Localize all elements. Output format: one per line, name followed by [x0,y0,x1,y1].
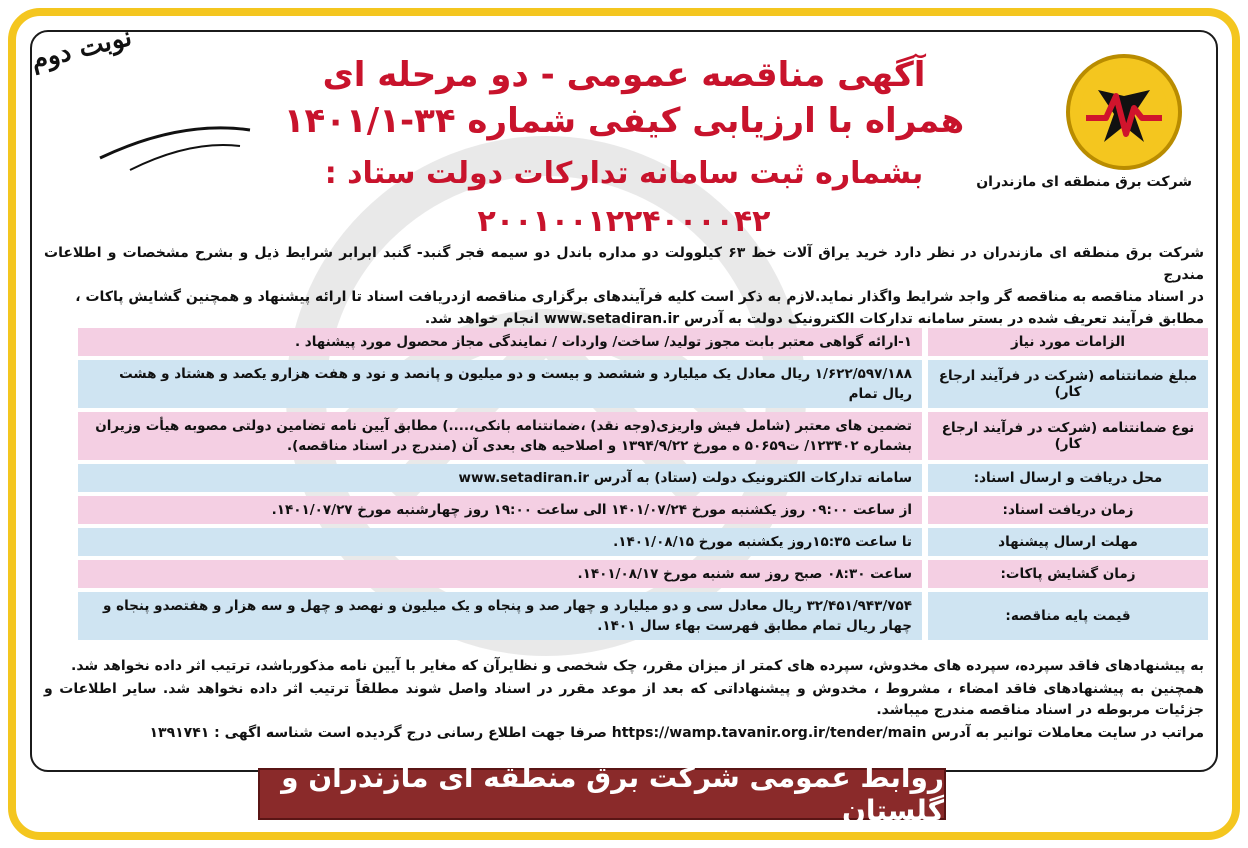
row-label: قیمت پایه مناقصه: [922,592,1208,640]
note-line: مراتب در سایت معاملات توانیر به آدرس https://wamp.tavanir.org.ir/tender/main صرفا جهت اطلاع رسانی درج گردیده است شناسه اگهی : ۱۳۹۱۷۴۱ [149,725,1204,741]
title-block [276,52,972,246]
intro-paragraph [44,242,1204,330]
row-value: ساعت ۰۸:۳۰ صبح روز سه شنبه مورخ ۱۴۰۱/۰۸/۱۷. [78,560,922,588]
row-label: زمان گشایش پاکات: [922,560,1208,588]
title-line-2: همراه با ارزیابی کیفی شماره ۳۴-۱۴۰۱/۱ [283,101,965,141]
company-logo-icon [1064,52,1184,172]
intro-line: در اسناد مناقصه به مناقصه گر واجد شرایط واگذار نماید.لازم به ذکر است کلیه فرآیندهای برگزاری مناقصه ازدریافت اسناد تا ارائه پیشنهاد و همچنین گشایش پاکات ، [75,289,1204,305]
row-label: محل دریافت و ارسال اسناد: [922,464,1208,492]
table-row [78,592,1208,640]
row-value: ۳۲/۴۵۱/۹۴۳/۷۵۴ ریال معادل سی و دو میلیارد و چهار صد و پنجاه و یک میلیون و نهصد و چهل و سه هزار و هفتصدو پنجاه و چهار ریال تمام مطابق فهرست بهاء سال ۱۴۰۱. [78,592,922,640]
intro-line: شرکت برق منطقه ای مازندران در نظر دارد خرید یراق آلات خط ۶۳ کیلوولت دو مداره باندل دو سیمه فجر گنبد- گنبد ابرابر شرایط ذیل و بشرح مشخصات و اطلاعات مندرج [44,245,1205,283]
stamp-underline [90,80,260,180]
intro-line: مطابق فرآیند تعریف شده در بستر سامانه تدارکات الکترونیک دولت به آدرس www.setadiran.ir انجام خواهد شد. [424,311,1204,327]
company-name: شرکت برق منطقه ای مازندران [976,174,1192,190]
row-value: تا ساعت ۱۵:۳۵روز یکشنبه مورخ ۱۴۰۱/۰۸/۱۵. [78,528,922,556]
stamp-text: نوبت دوم [27,22,135,76]
row-value: ۱/۶۲۲/۵۹۷/۱۸۸ ریال معادل یک میلیارد و ششصد و بیست و دو میلیون و پانصد و نود و هفت هزارو یکصد و هشتاد و هشت ریال تمام [78,360,922,408]
note-line: همچنین به پیشنهادهای فاقد امضاء ، مشروط ، مخدوش و پیشنهاداتی که بعد از موعد مقرر در اسناد واصل شوند مطلقاً ترتیب اثر داده نخواهد شد. سایر اطلاعات و جزئیات مربوطه در اسناد مناقصه مندرج میباشد. [44,681,1204,718]
row-label: زمان دریافت اسناد: [922,496,1208,524]
row-label: مهلت ارسال پیشنهاد [922,528,1208,556]
table-row [78,328,1208,356]
table-row [78,360,1208,408]
footer-notes [44,656,1204,746]
requirements-table [78,324,1208,644]
title-line-3: بشماره ثبت سامانه تدارکات دولت ستاد : ۲۰۰۱۰۰۱۲۲۴۰۰۰۰۴۲ [324,156,924,239]
note-line: به پیشنهادهای فاقد سپرده، سپرده های مخدوش، سپرده های کمتر از میزان مقرر، چک شخصی و نظایرآن که مغایر با آیین نامه مذکورباشد، ترتیب اثر داده نخواهد شد. [71,658,1204,674]
row-value: ۱-ارائه گواهی معتبر بابت مجوز تولید/ ساخت/ واردات / نمایندگی مجاز محصول مورد پیشنهاد . [78,328,922,356]
table-row [78,464,1208,492]
row-value: تضمین های معتبر (شامل فیش واریزی(وجه نقد) ،ضمانتنامه بانکی،....) مطابق آیین نامه تضامین دولتی مصوبه هیأت وزیران بشماره ۱۲۳۴۰۲/ ت۵۰۶۵۹ ه مورخ ۱۳۹۴/۹/۲۲ و اصلاحیه های بعدی آن (مندرج در اسناد مناقصه). [78,412,922,460]
table-row [78,412,1208,460]
title-line-1: آگهی مناقصه عمومی - دو مرحله ای [322,55,926,95]
public-relations-banner: روابط عمومی شرکت برق منطقه ای مازندران و گلستان [258,768,946,820]
row-value: از ساعت ۰۹:۰۰ روز یکشنبه مورخ ۱۴۰۱/۰۷/۲۴ الی ساعت ۱۹:۰۰ روز چهارشنبه مورخ ۱۴۰۱/۰۷/۲۷. [78,496,922,524]
table-row [78,528,1208,556]
row-value: سامانه تدارکات الکترونیک دولت (ستاد) به آدرس www.setadiran.ir [78,464,922,492]
table-row [78,496,1208,524]
table-row [78,560,1208,588]
row-label: نوع ضمانتنامه (شرکت در فرآیند ارجاع کار) [922,412,1208,460]
row-label: الزامات مورد نیاز [922,328,1208,356]
row-label: مبلغ ضمانتنامه (شرکت در فرآیند ارجاع کار) [922,360,1208,408]
advertisement-frame [8,8,1240,840]
